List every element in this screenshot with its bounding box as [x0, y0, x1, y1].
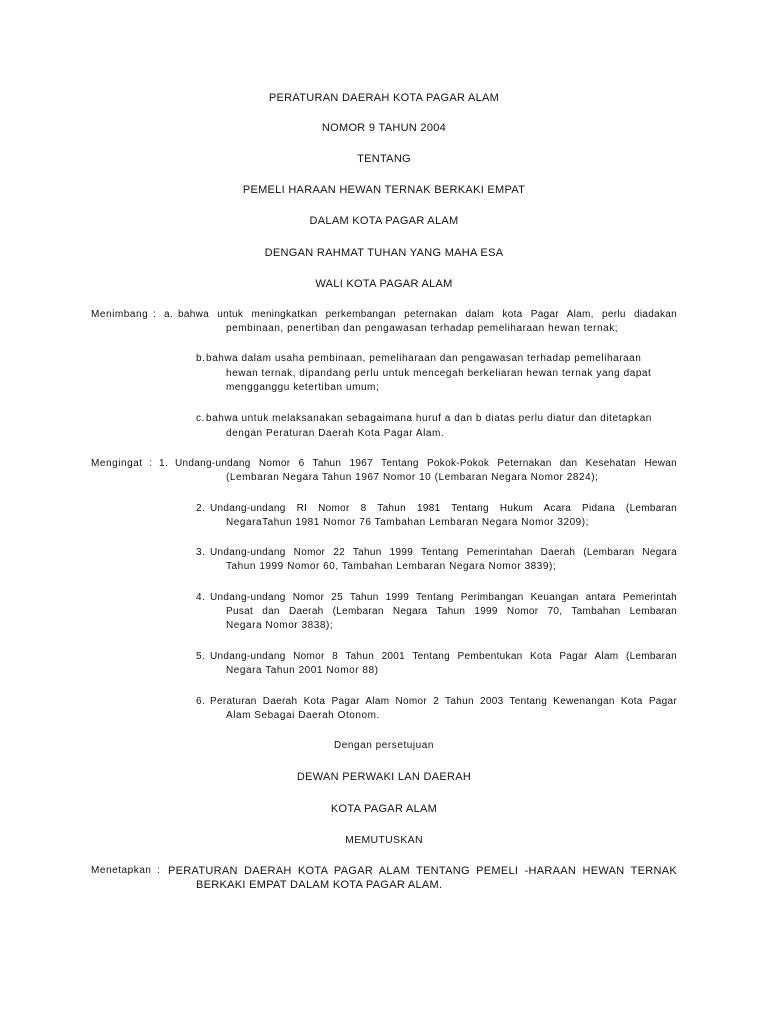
consideration-c-line: dengan Peraturan Daerah Kota Pagar Alam. [226, 428, 445, 439]
consideration-b-line: bahwa dalam usaha pembinaan, pemeliharaan dan pengawasan terhadap pemeliharaan [206, 353, 642, 364]
legal-basis-3-line: Tahun 1999 Nomor 60, Tambahan Lembaran Negara Nomor 3839); [226, 561, 557, 572]
approval-council: DEWAN PERWAKI LAN DAERAH [296, 771, 472, 783]
legal-basis-2-marker: 2. [196, 503, 206, 514]
consideration-b-line: mengganggu ketertiban umum; [226, 382, 380, 393]
legal-basis-6-line: Peraturan Daerah Kota Pagar Alam Nomor 2 Tahun 2003 Tentang Kewenangan Kota Pagar [210, 696, 677, 707]
legal-basis-2-line: Undang-undang RI Nomor 8 Tahun 1981 Tentang Hukum Acara Pidana (Lembaran [210, 503, 677, 514]
consideration-a-line: bahwa untuk meningkatkan perkembangan peternakan dalam kota Pagar Alam, perlu diadakan [178, 309, 677, 320]
decision-separator: : [157, 865, 161, 876]
decision-line: PERATURAN DAERAH KOTA PAGAR ALAM TENTANG PEMELI -HARAAN HEWAN TERNAK [168, 865, 677, 877]
consideration-b-marker: b. [196, 353, 206, 364]
regulation-title: PERATURAN DAERAH KOTA PAGAR ALAM [268, 92, 500, 104]
legal-basis-5-line: Undang-undang Nomor 8 Tahun 2001 Tentang Pembentukan Kota Pagar Alam (Lembaran [210, 651, 677, 662]
legal-basis-1-marker: 1. [159, 458, 169, 469]
legal-basis-6-line: Alam Sebagai Daerah Otonom. [226, 710, 380, 721]
considering-label: Menimbang [91, 309, 149, 320]
legal-basis-2-line: NegaraTahun 1981 Nomor 76 Tambahan Lembaran Negara Nomor 3209); [226, 517, 589, 528]
consideration-a-line: pembinaan, penertiban dan pengawasan terhadap pemeliharaan hewan ternak; [226, 323, 619, 334]
legal-basis-4-line: Pusat dan Daerah (Lembaran Negara Tahun 1999 Nomor 70, Tambahan Lembaran [226, 606, 677, 617]
approval-city: KOTA PAGAR ALAM [330, 803, 438, 815]
consideration-b-line: hewan ternak, dipandang perlu untuk mencegah berkeliaran hewan ternak yang dapat [226, 368, 652, 379]
legal-basis-4-line: Negara Nomor 3838); [226, 620, 334, 631]
recalling-label: Mengingat [91, 458, 143, 469]
regulation-number: NOMOR 9 TAHUN 2004 [321, 122, 447, 134]
legal-basis-6-marker: 6. [196, 696, 206, 707]
regulation-subject: PEMELI HARAAN HEWAN TERNAK BERKAKI EMPAT [242, 184, 526, 196]
legal-basis-3-line: Undang-undang Nomor 22 Tahun 1999 Tentang Pemerintahan Daerah (Lembaran Negara [210, 547, 677, 558]
legal-basis-5-marker: 5. [196, 651, 206, 662]
authority-line: WALI KOTA PAGAR ALAM [315, 278, 453, 290]
invocation-line: DENGAN RAHMAT TUHAN YANG MAHA ESA [264, 247, 504, 259]
consideration-a-marker: a. [164, 309, 174, 320]
legal-basis-1-line: (Lembaran Negara Tahun 1967 Nomor 10 (Lembaran Negara Nomor 2824); [226, 472, 599, 483]
considering-separator: : [153, 309, 157, 320]
decision-heading: MEMUTUSKAN [345, 834, 423, 846]
consideration-c-line: bahwa untuk melaksanakan sebagaimana huruf a dan b diatas perlu diatur dan ditetapkan [206, 413, 652, 424]
decision-label: Menetapkan [91, 865, 152, 876]
decision-line: BERKAKI EMPAT DALAM KOTA PAGAR ALAM. [196, 879, 443, 891]
regulation-about: TENTANG [357, 153, 411, 165]
legal-basis-3-marker: 3. [196, 547, 206, 558]
legal-basis-1-line: Undang-undang Nomor 6 Tahun 1967 Tentang Pokok-Pokok Peternakan dan Kesehatan Hewan [175, 458, 677, 469]
consideration-c-marker: c. [196, 413, 205, 424]
regulation-scope: DALAM KOTA PAGAR ALAM [309, 215, 459, 227]
legal-basis-4-line: Undang-undang Nomor 25 Tahun 1999 Tentang Perimbangan Keuangan antara Pemerintah [210, 592, 677, 603]
legal-basis-4-marker: 4. [196, 592, 206, 603]
legal-basis-5-line: Negara Tahun 2001 Nomor 88) [226, 665, 379, 676]
recalling-separator: : [149, 458, 153, 469]
approval-intro: Dengan persetujuan [334, 740, 434, 751]
